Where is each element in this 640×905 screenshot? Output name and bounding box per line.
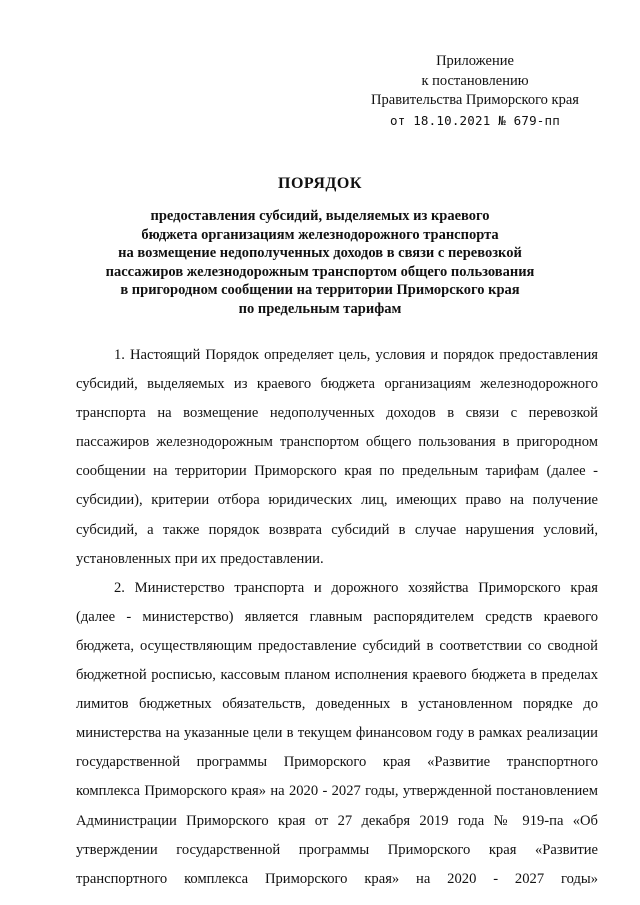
subtitle-line: бюджета организациям железнодорожного транспорта [141, 226, 499, 243]
document-subtitle [60, 207, 580, 318]
appendix-label: Приложение [436, 53, 514, 69]
subtitle-line: на возмещение недополученных доходов в связи с перевозкой [118, 245, 522, 261]
document-body [76, 341, 598, 894]
appendix-header [360, 52, 590, 130]
paragraph-2: 2. Министерство транспорта и дорожного хозяйства Приморского края (далее - министерство) является главным распорядителем средств краевого бюджета, осуществляющим предоставление субсидий в соответствии со сводной бюджетной росписью, кассовым планом исполнения краевого бюджета в пределах лимитов бюджетных обязательств, доведенных в установленном порядке до министерства на указанные цели в текущем финансовом году в рамках реализации государственной программы Приморского края «Развитие транспортного комплекса Приморского края» на 2020 - 2027 годы, утвержденной постановлением Администрации Приморского края от 27 декабря 2019 года № 919-па «Об утверждении государственной программы Приморского края «Развитие транспортного комплекса Приморского края» на 2020 - 2027 годы» [76, 579, 598, 887]
appendix-reference: к постановлению [421, 72, 529, 89]
appendix-date-number: от 18.10.2021 № 679-пп [390, 112, 560, 128]
subtitle-line: по предельным тарифам [238, 300, 402, 317]
subtitle-line: предоставления субсидий, выделяемых из краевого [150, 208, 490, 224]
appendix-authority: Правительства Приморского края [371, 92, 579, 108]
subtitle-line: в пригородном сообщении на территории Приморского края [120, 282, 520, 298]
document-title: ПОРЯДОК [278, 175, 362, 192]
paragraph-1: 1. Настоящий Порядок определяет цель, условия и порядок предоставления субсидий, выделяемых из краевого бюджета организациям железнодорожного транспорта на возмещение недополученных доходов в связи с перевозкой пассажиров железнодорожным транспортом общего пользования в пригородном сообщении на территории Приморского края по предельным тарифам (далее - субсидии), критерии отбора юридических лиц, имеющих право на получение субсидий, а также порядок возврата субсидий в случае нарушения условий, установленных при их предоставлении. [76, 347, 598, 567]
subtitle-line: пассажиров железнодорожным транспортом общего пользования [105, 263, 535, 280]
